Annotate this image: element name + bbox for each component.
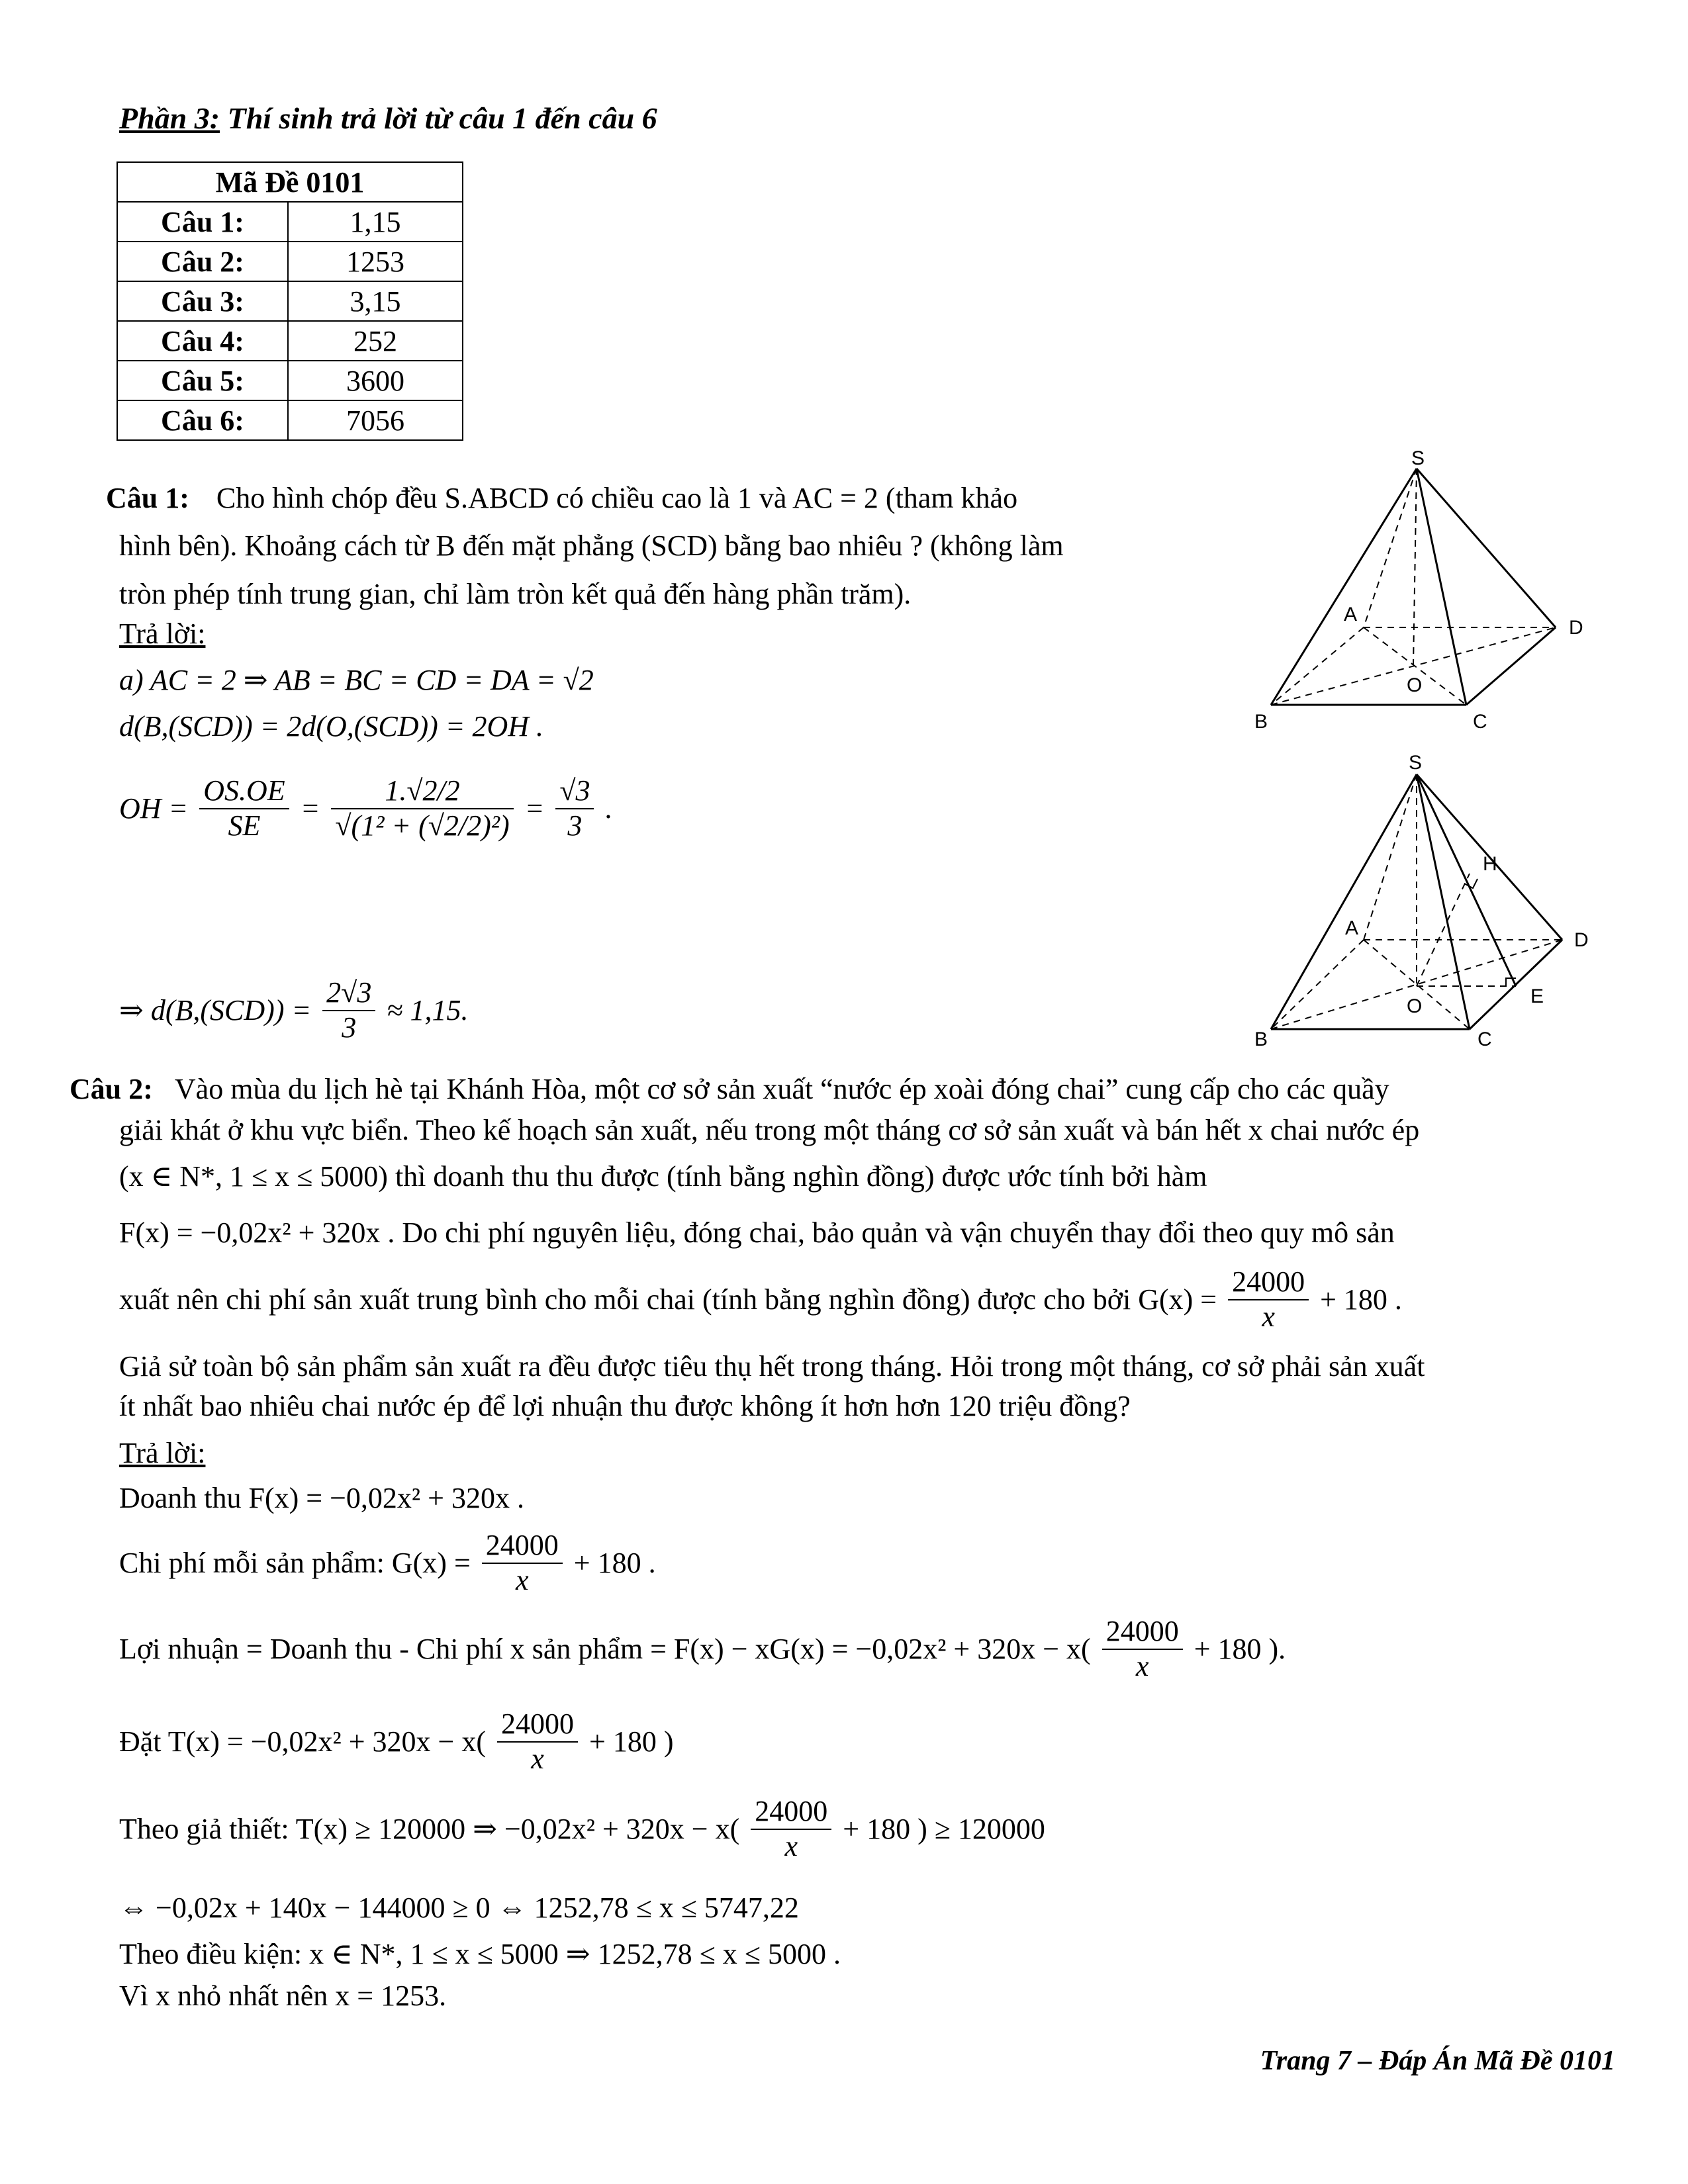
- section-part: Phần 3:: [119, 101, 220, 135]
- fig1-label-D: D: [1569, 617, 1583, 639]
- q2-line4: F(x) = −0,02x² + 320x . Do chi phí nguyên liệu, đóng chai, bảo quản và vận chuyển thay đổi theo quy mô sản: [119, 1216, 1395, 1249]
- q1-answer-label: Trả lời:: [119, 617, 206, 650]
- table-row: [117, 242, 463, 281]
- fig1-label-B: B: [1254, 711, 1268, 733]
- final-rhs: ≈ 1,15.: [387, 994, 469, 1027]
- table-question: Câu 1:: [117, 202, 288, 242]
- q2-text1: Vào mùa du lịch hè tại Khánh Hòa, một cơ sở sản xuất “nước ép xoài đóng chai” cung cấp cho các quầy: [174, 1073, 1389, 1105]
- q2-sol4: [119, 1707, 674, 1776]
- q2-s4-end: + 180 ): [589, 1725, 674, 1758]
- section-instruction: Thí sinh trả lời từ câu 1 đến câu 6: [220, 101, 657, 135]
- table-answer: 1253: [288, 242, 463, 281]
- oh-den: SE: [228, 809, 261, 842]
- fig2-label-A: A: [1345, 917, 1359, 939]
- q2-s3-den: x: [1135, 1649, 1149, 1682]
- q2-s2-end: + 180 .: [573, 1547, 656, 1580]
- table-answer: 3,15: [288, 281, 463, 321]
- final-frac: [322, 976, 375, 1044]
- q2-l5-den: x: [1262, 1300, 1275, 1333]
- q1-text: Cho hình chóp đều S.ABCD có chiều cao là 1 và AC = 2 (tham khảo: [216, 482, 1018, 514]
- q2-sol1: Doanh thu F(x) = −0,02x² + 320x .: [119, 1482, 524, 1514]
- q2-s3-num: 24000: [1102, 1615, 1183, 1650]
- q2-s4-num: 24000: [497, 1707, 578, 1743]
- oh-num2: 1.√2/2: [331, 774, 513, 809]
- fig2-label-B: B: [1254, 1028, 1268, 1050]
- oh-frac3: [555, 774, 594, 842]
- q2-line2: giải khát ở khu vực biển. Theo kế hoạch sản xuất, nếu trong một tháng cơ sở sản xuất và bán hết x chai nước ép: [119, 1114, 1420, 1146]
- q2-s5-pre: Theo giả thiết: T(x) ≥ 120000 ⇒ −0,02x² + 320x − x(: [119, 1813, 740, 1846]
- q2-l5-num: 24000: [1228, 1265, 1309, 1300]
- q2-l5-end: + 180 .: [1320, 1283, 1402, 1316]
- table-answer: 252: [288, 321, 463, 361]
- fig2-label-E: E: [1530, 985, 1544, 1007]
- q2-s2-den: x: [516, 1563, 529, 1596]
- table-row: [117, 400, 463, 440]
- q2-s3-end: + 180 ).: [1194, 1633, 1286, 1666]
- answer-table: [117, 161, 463, 441]
- table-row: [117, 321, 463, 361]
- q1-line2: hình bên). Khoảng cách từ B đến mặt phẳng (SCD) bằng bao nhiêu ? (không làm: [119, 529, 1064, 562]
- q2-s4-den: x: [531, 1742, 544, 1775]
- q2-line5: [119, 1265, 1402, 1334]
- oh-frac2: [331, 774, 513, 842]
- table-row: [117, 281, 463, 321]
- q2-s4-pre: Đặt T(x) = −0,02x² + 320x − x(: [119, 1725, 487, 1758]
- q2-l5-text: xuất nên chi phí sản xuất trung bình cho mỗi chai (tính bằng nghìn đồng) được cho bởi G(x) =: [119, 1283, 1217, 1316]
- fig1-label-S: S: [1411, 450, 1425, 469]
- oh-res-den: 3: [567, 809, 583, 842]
- fig2-label-S: S: [1409, 752, 1423, 774]
- q2-line3: (x ∈ N*, 1 ≤ x ≤ 5000) thì doanh thu thu được (tính bằng nghìn đồng) được ước tính bởi hàm: [119, 1160, 1207, 1193]
- q2-s2-num: 24000: [482, 1529, 563, 1564]
- q1-line1: [106, 480, 1017, 516]
- q2-s2-frac: [482, 1529, 563, 1597]
- table-question: Câu 5:: [117, 361, 288, 400]
- q2-s5-den: x: [784, 1829, 798, 1862]
- final-num: 2√3: [322, 976, 375, 1011]
- answer-table-title: Mã Đề 0101: [117, 162, 463, 202]
- table-row: [117, 361, 463, 400]
- q1-oh-formula: OH = $\frac{OS.OE}{SE}$ = $\frac{1.√2/2}{\text{√(1² + (√2/2)²)}}$ = $\frac{√3}{3}$ .: [119, 774, 613, 842]
- q2-line7: ít nhất bao nhiêu chai nước ép để lợi nhuận thu được không ít hơn hơn 120 triệu đồng?: [119, 1390, 1131, 1422]
- q2-label: Câu 2:: [70, 1073, 153, 1105]
- q2-l5-frac: [1228, 1265, 1309, 1334]
- table-row: [117, 202, 463, 242]
- q2-s5-num: 24000: [751, 1795, 831, 1830]
- q2-s3-frac: [1102, 1615, 1183, 1683]
- oh-res-num: √3: [555, 774, 594, 809]
- table-answer: 1,15: [288, 202, 463, 242]
- q1-solution-a: a) AC = 2 ⇒ AB = BC = CD = DA = √2: [119, 664, 594, 696]
- table-answer: 3600: [288, 361, 463, 400]
- fig1-label-C: C: [1473, 711, 1487, 733]
- q2-sol2: [119, 1529, 656, 1597]
- table-question: Câu 6:: [117, 400, 288, 440]
- q1-solution-b: d(B,(SCD)) = 2d(O,(SCD)) = 2OH .: [119, 710, 544, 743]
- q1-line3: tròn phép tính trung gian, chỉ làm tròn kết quả đến hàng phần trăm).: [119, 578, 912, 610]
- oh-num: OS.OE: [199, 774, 289, 809]
- oh-lhs: OH =: [119, 792, 189, 825]
- q1-label: Câu 1:: [106, 482, 189, 514]
- fig1-label-A: A: [1344, 604, 1358, 625]
- fig2-label-H: H: [1483, 853, 1497, 875]
- q2-line1: [70, 1071, 1389, 1107]
- fig1-label-O: O: [1407, 674, 1423, 696]
- q2-sol8: Vì x nhỏ nhất nên x = 1253.: [119, 1979, 447, 2012]
- q1-final: [119, 976, 468, 1044]
- q2-s5-end: + 180 ) ≥ 120000: [843, 1813, 1045, 1846]
- oh-frac1: [199, 774, 289, 842]
- table-question: Câu 4:: [117, 321, 288, 361]
- q2-sol3: [119, 1615, 1286, 1683]
- pyramid-figure-2: [1231, 748, 1615, 1052]
- q2-sol7: Theo điều kiện: x ∈ N*, 1 ≤ x ≤ 5000 ⇒ 1252,78 ≤ x ≤ 5000 .: [119, 1938, 841, 1970]
- fig2-label-C: C: [1477, 1028, 1492, 1050]
- final-den: 3: [342, 1011, 357, 1044]
- q2-s4-frac: [497, 1707, 578, 1776]
- table-question: Câu 2:: [117, 242, 288, 281]
- q2-s2-pre: Chi phí mỗi sản phẩm: G(x) =: [119, 1547, 471, 1580]
- section-heading: [119, 99, 657, 138]
- q2-answer-label: Trả lời:: [119, 1437, 206, 1469]
- fig2-label-D: D: [1574, 929, 1589, 951]
- table-question: Câu 3:: [117, 281, 288, 321]
- page-footer: Trang 7 – Đáp Án Mã Đề 0101: [1260, 2046, 1615, 2076]
- pyramid-figure-1: [1238, 450, 1609, 741]
- fig2-label-O: O: [1407, 995, 1423, 1017]
- table-answer: 7056: [288, 400, 463, 440]
- q2-s3-pre: Lợi nhuận = Doanh thu - Chi phí x sản phẩm = F(x) − xG(x) = −0,02x² + 320x − x(: [119, 1633, 1091, 1666]
- oh-den2: √(1² + (√2/2)²): [335, 809, 510, 842]
- q2-line6: Giả sử toàn bộ sản phẩm sản xuất ra đều được tiêu thụ hết trong tháng. Hỏi trong một tháng, cơ sở phải sản xuất: [119, 1350, 1425, 1383]
- final-lhs: ⇒ d(B,(SCD)) =: [119, 994, 312, 1027]
- q2-sol6: ⇔ −0,02x + 140x − 144000 ≥ 0 ⇔ 1252,78 ≤ x ≤ 5747,22: [119, 1891, 799, 1924]
- q2-s5-frac: [751, 1795, 831, 1863]
- q2-sol5: [119, 1795, 1045, 1863]
